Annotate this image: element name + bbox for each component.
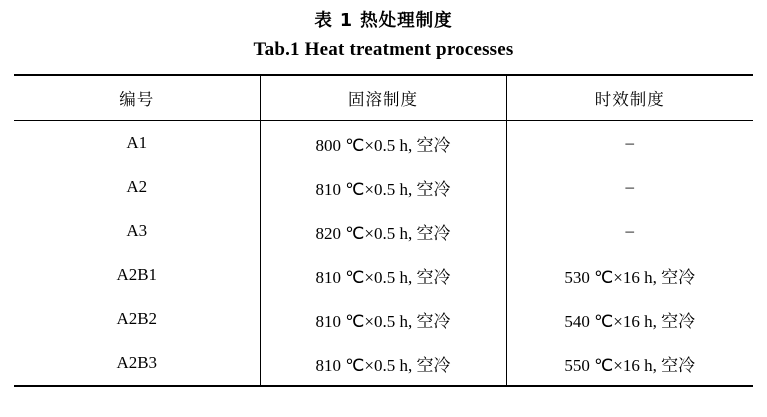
table-row [14,121,753,166]
cell-aging: – [625,221,634,240]
table-header-row [14,75,753,121]
cell-id: A2B1 [14,253,260,297]
cell-aging: – [625,177,634,196]
cell-aging: 540 ℃×16 h, 空冷 [564,311,696,331]
cell-solution: 810 ℃×0.5 h, 空冷 [260,341,506,386]
column-header-solution: 固溶制度 [260,75,506,121]
cell-solution: 810 ℃×0.5 h, 空冷 [260,297,506,341]
table-caption-english: Tab.1 Heat treatment processes [253,39,514,60]
table-row [14,253,753,297]
cell-aging: 550 ℃×16 h, 空冷 [506,341,753,386]
cell-solution: 810 ℃×0.5 h, 空冷 [260,253,506,297]
table-container [14,74,753,387]
table-row [14,209,753,253]
cell-solution: 800 ℃×0.5 h, 空冷 [260,121,506,166]
table-row [14,297,753,341]
cell-id: A2B2 [14,297,260,341]
cell-id: A1 [14,121,260,166]
cell-solution: 810 ℃×0.5 h, 空冷 [260,165,506,209]
table-row [14,165,753,209]
column-header-aging: 时效制度 [506,75,753,121]
column-header-id: 编号 [14,75,260,121]
table-header [14,75,753,121]
cell-aging: – [625,133,634,152]
cell-id: A2B3 [14,341,260,386]
table-row [14,341,753,386]
cell-aging: 530 ℃×16 h, 空冷 [564,267,696,287]
cell-solution: 820 ℃×0.5 h, 空冷 [260,209,506,253]
cell-id: A2 [14,165,260,209]
table-caption-chinese: 表 1 热处理制度 [314,11,453,31]
cell-id: A3 [14,209,260,253]
heat-treatment-table [14,74,753,387]
table-body [14,121,753,387]
